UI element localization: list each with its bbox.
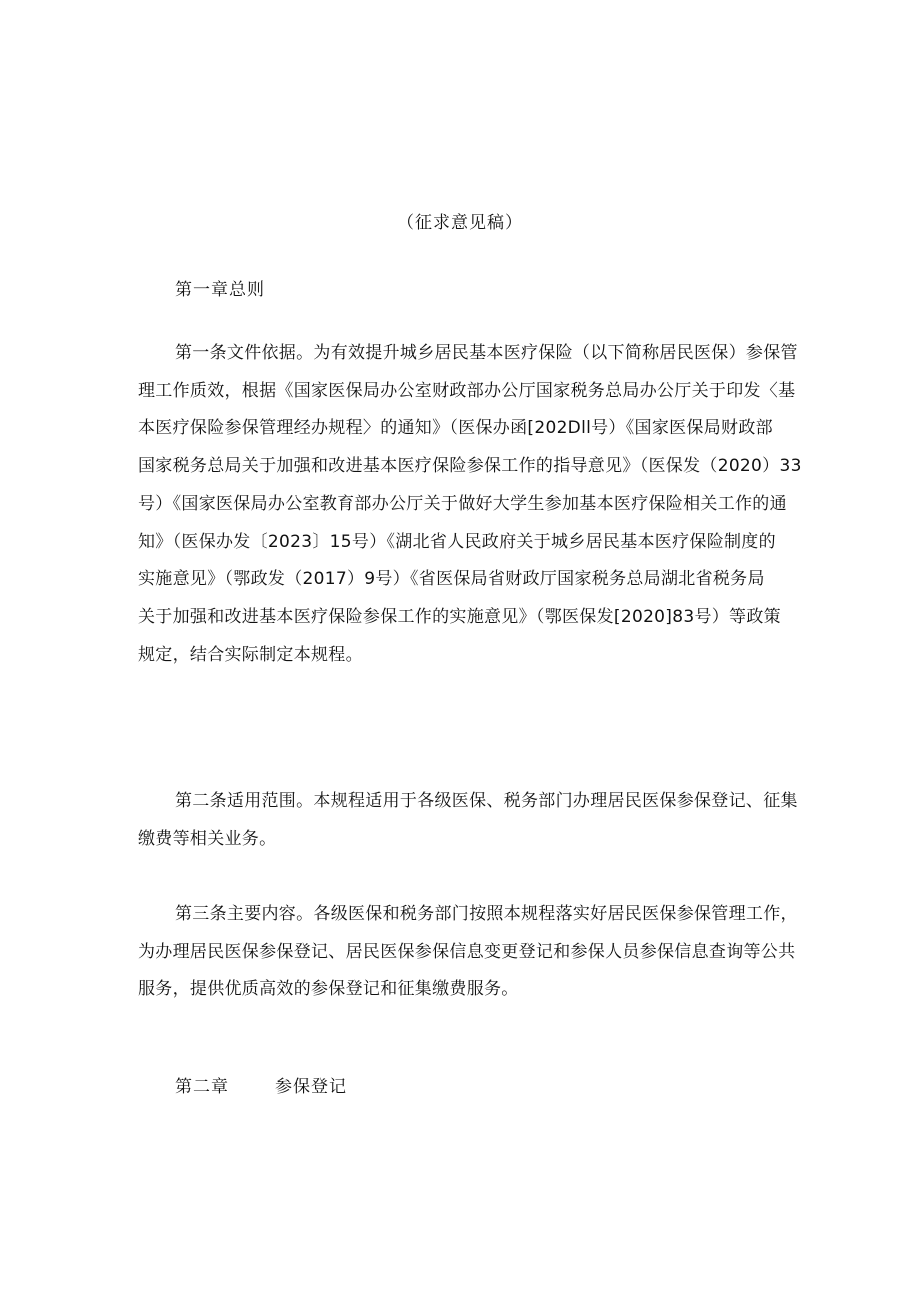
article-1-line: 知》（医保办发〔2023〕15号）《湖北省人民政府关于城乡居民基本医疗保险制度的 [138,531,776,552]
article-3-line: 第三条主要内容。各级医保和税务部门按照本规程落实好居民医保参保管理工作， [175,904,798,924]
article-1-line: 第一条文件依据。为有效提升城乡居民基本医疗保险（以下简称居民医保）参保管 [175,343,798,363]
chapter-2-label: 第二章 [175,1077,229,1097]
article-1-line: 本医疗保险参保管理经办规程〉的通知》（医保办函[202Dll号）《国家医保局财政部 [138,418,773,439]
draft-subtitle: （征求意见稿） [397,213,523,233]
article-1-line: 理工作质效，根据《国家医保局办公室财政部办公厅国家税务总局办公厅关于印发〈基 [138,380,796,401]
article-3-paragraph [138,896,798,1009]
article-1-paragraph [138,335,802,674]
article-1-line: 关于加强和改进基本医疗保险参保工作的实施意见》（鄂医保发[2020]83号）等政策 [138,606,781,627]
chapter-2-title: 参保登记 [275,1077,347,1097]
chapter-2-heading [175,1072,347,1097]
article-3-line: 为办理居民医保参保登记、居民医保参保信息变更登记和参保人员参保信息查询等公共 [138,941,796,962]
article-1-line: 规定，结合实际制定本规程。 [138,644,363,665]
article-3-line: 服务，提供优质高效的参保登记和征集缴费服务。 [138,979,519,1000]
article-2-paragraph [138,783,798,858]
chapter-1-heading: 第一章总则 [175,280,265,300]
article-1-line: 国家税务总局关于加强和改进基本医疗保险参保工作的指导意见》（医保发（2020）33 [138,456,802,477]
article-2-line: 第二条适用范围。本规程适用于各级医保、税务部门办理居民医保参保登记、征集 [175,791,798,811]
article-1-line: 号）《国家医保局办公室教育部办公厅关于做好大学生参加基本医疗保险相关工作的通 [138,493,787,514]
article-1-line: 实施意见》（鄂政发（2017）9号）《省医保局省财政厅国家税务总局湖北省税务局 [138,569,765,590]
article-2-line: 缴费等相关业务。 [138,828,277,849]
